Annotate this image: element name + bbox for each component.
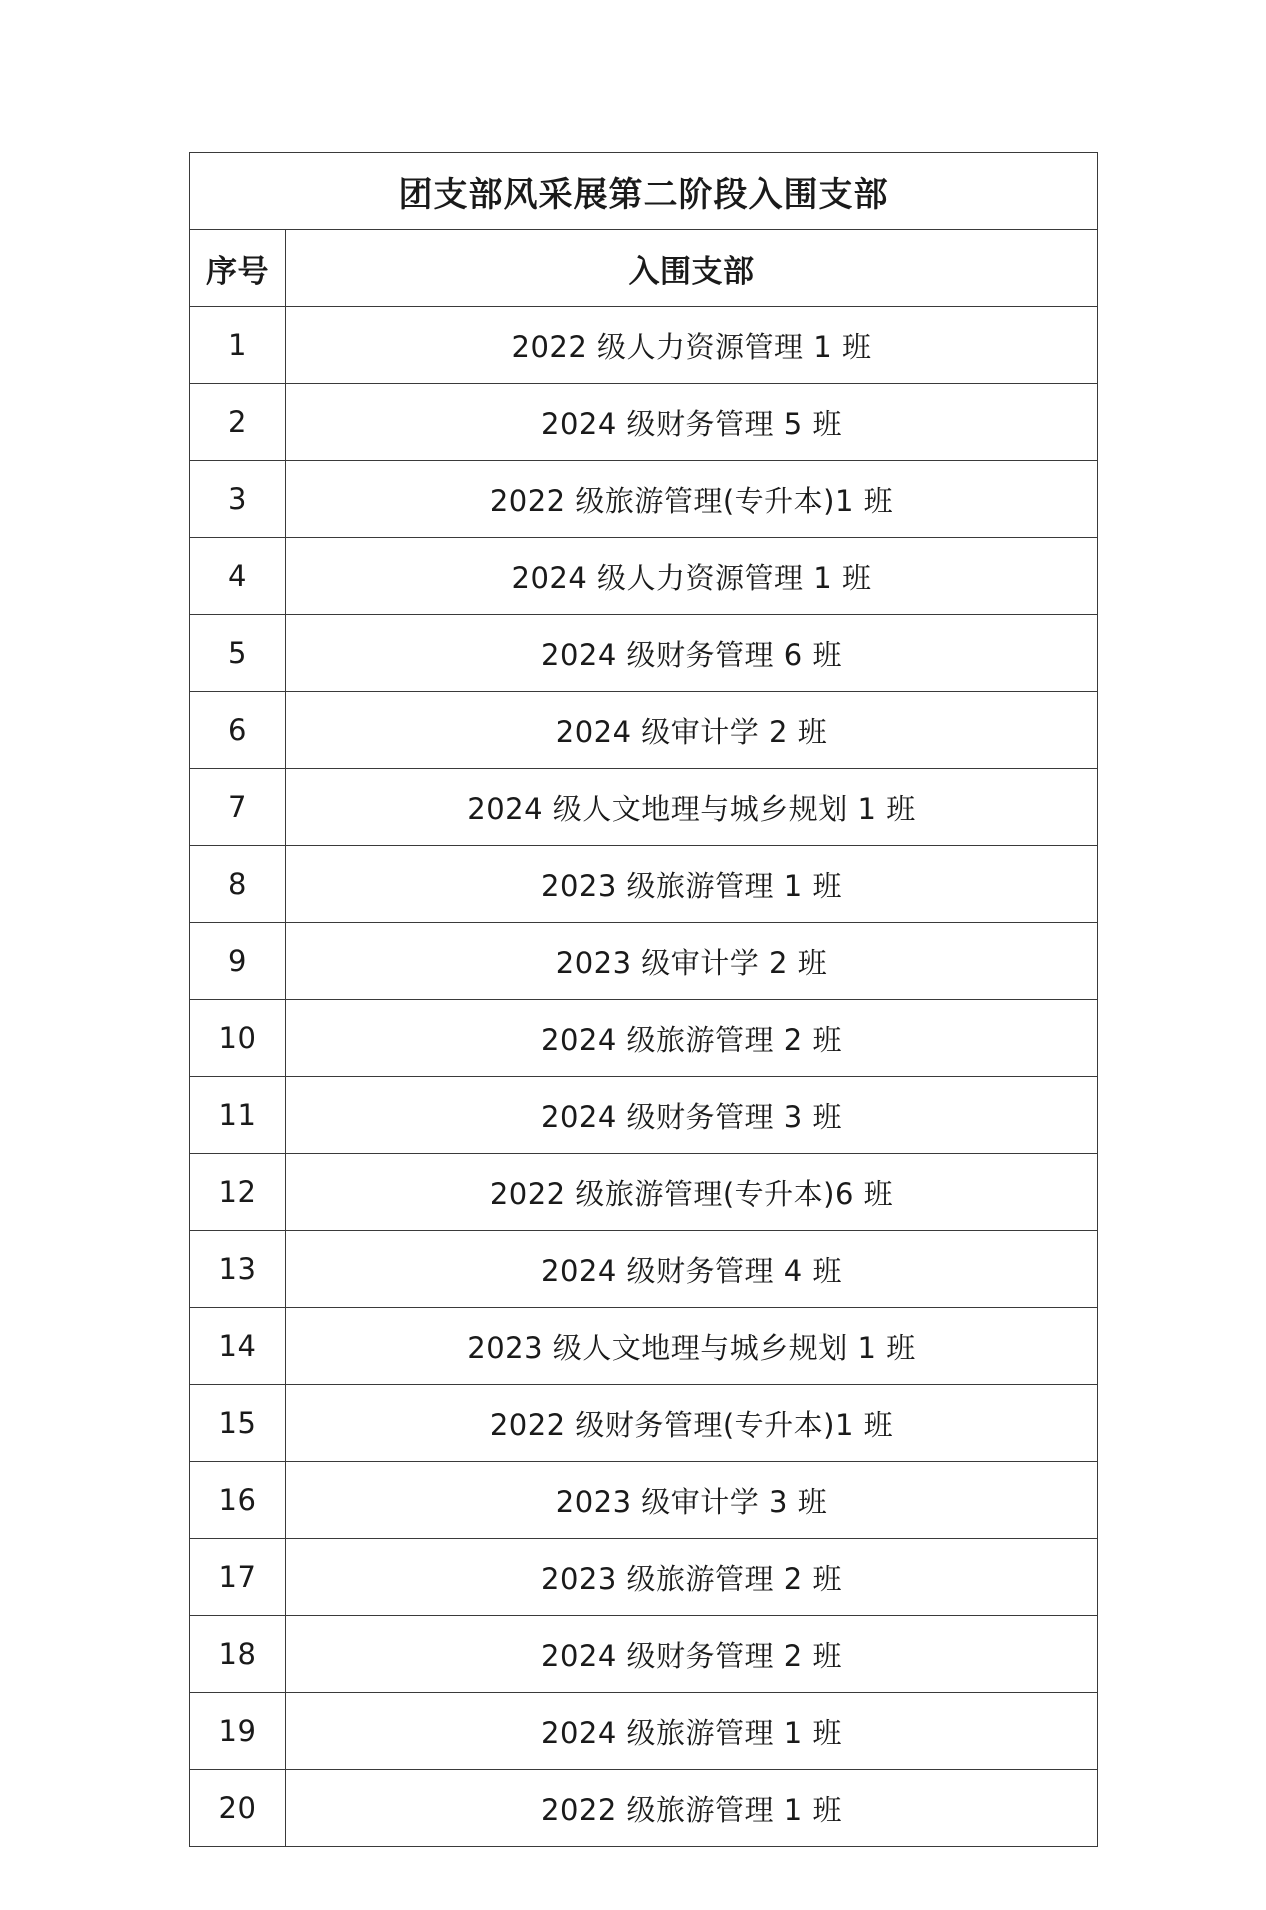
row-index-cell: 7	[190, 769, 286, 846]
table-row	[190, 538, 1098, 615]
row-index-cell: 18	[190, 1616, 286, 1693]
table-row	[190, 1077, 1098, 1154]
row-branch-cell: 2024 级财务管理 3 班	[286, 1077, 1098, 1154]
row-branch-cell: 2024 级旅游管理 2 班	[286, 1000, 1098, 1077]
row-index-cell: 12	[190, 1154, 286, 1231]
row-index-cell: 10	[190, 1000, 286, 1077]
row-branch-cell: 2023 级审计学 2 班	[286, 923, 1098, 1000]
row-branch-cell: 2023 级审计学 3 班	[286, 1462, 1098, 1539]
row-branch-cell: 2023 级旅游管理 1 班	[286, 846, 1098, 923]
table-row	[190, 1616, 1098, 1693]
row-index-cell: 5	[190, 615, 286, 692]
row-index-cell: 11	[190, 1077, 286, 1154]
row-branch-cell: 2024 级财务管理 4 班	[286, 1231, 1098, 1308]
column-header-index: 序号	[190, 230, 286, 307]
row-branch-cell: 2024 级人文地理与城乡规划 1 班	[286, 769, 1098, 846]
table-row	[190, 461, 1098, 538]
table-row	[190, 1693, 1098, 1770]
row-index-cell: 20	[190, 1770, 286, 1847]
row-branch-cell: 2024 级审计学 2 班	[286, 692, 1098, 769]
row-branch-cell: 2024 级财务管理 2 班	[286, 1616, 1098, 1693]
row-index-cell: 13	[190, 1231, 286, 1308]
table-title: 团支部风采展第二阶段入围支部	[190, 153, 1098, 230]
row-index-cell: 19	[190, 1693, 286, 1770]
table-row	[190, 1154, 1098, 1231]
row-index-cell: 9	[190, 923, 286, 1000]
row-branch-cell: 2022 级旅游管理 1 班	[286, 1770, 1098, 1847]
shortlist-table	[189, 152, 1098, 1847]
row-branch-cell: 2024 级旅游管理 1 班	[286, 1693, 1098, 1770]
table-row	[190, 1308, 1098, 1385]
row-index-cell: 17	[190, 1539, 286, 1616]
table-row	[190, 769, 1098, 846]
row-index-cell: 2	[190, 384, 286, 461]
document-sheet	[189, 152, 1097, 1847]
row-branch-cell: 2023 级人文地理与城乡规划 1 班	[286, 1308, 1098, 1385]
row-branch-cell: 2022 级财务管理(专升本)1 班	[286, 1385, 1098, 1462]
table-row	[190, 1539, 1098, 1616]
row-branch-cell: 2022 级旅游管理(专升本)6 班	[286, 1154, 1098, 1231]
row-index-cell: 6	[190, 692, 286, 769]
table-row	[190, 1770, 1098, 1847]
row-branch-cell: 2022 级旅游管理(专升本)1 班	[286, 461, 1098, 538]
table-row	[190, 1231, 1098, 1308]
table-row	[190, 1000, 1098, 1077]
table-row	[190, 1462, 1098, 1539]
row-index-cell: 8	[190, 846, 286, 923]
row-index-cell: 16	[190, 1462, 286, 1539]
title-row	[190, 153, 1098, 230]
table-body	[190, 307, 1098, 1847]
table-row	[190, 923, 1098, 1000]
row-branch-cell: 2024 级财务管理 5 班	[286, 384, 1098, 461]
row-index-cell: 4	[190, 538, 286, 615]
row-branch-cell: 2024 级人力资源管理 1 班	[286, 538, 1098, 615]
row-index-cell: 3	[190, 461, 286, 538]
row-branch-cell: 2023 级旅游管理 2 班	[286, 1539, 1098, 1616]
row-index-cell: 1	[190, 307, 286, 384]
table-row	[190, 692, 1098, 769]
header-row	[190, 230, 1098, 307]
table-row	[190, 846, 1098, 923]
table-row	[190, 1385, 1098, 1462]
table-row	[190, 307, 1098, 384]
column-header-branch: 入围支部	[286, 230, 1098, 307]
row-branch-cell: 2022 级人力资源管理 1 班	[286, 307, 1098, 384]
row-index-cell: 15	[190, 1385, 286, 1462]
table-row	[190, 615, 1098, 692]
table-row	[190, 384, 1098, 461]
row-branch-cell: 2024 级财务管理 6 班	[286, 615, 1098, 692]
row-index-cell: 14	[190, 1308, 286, 1385]
